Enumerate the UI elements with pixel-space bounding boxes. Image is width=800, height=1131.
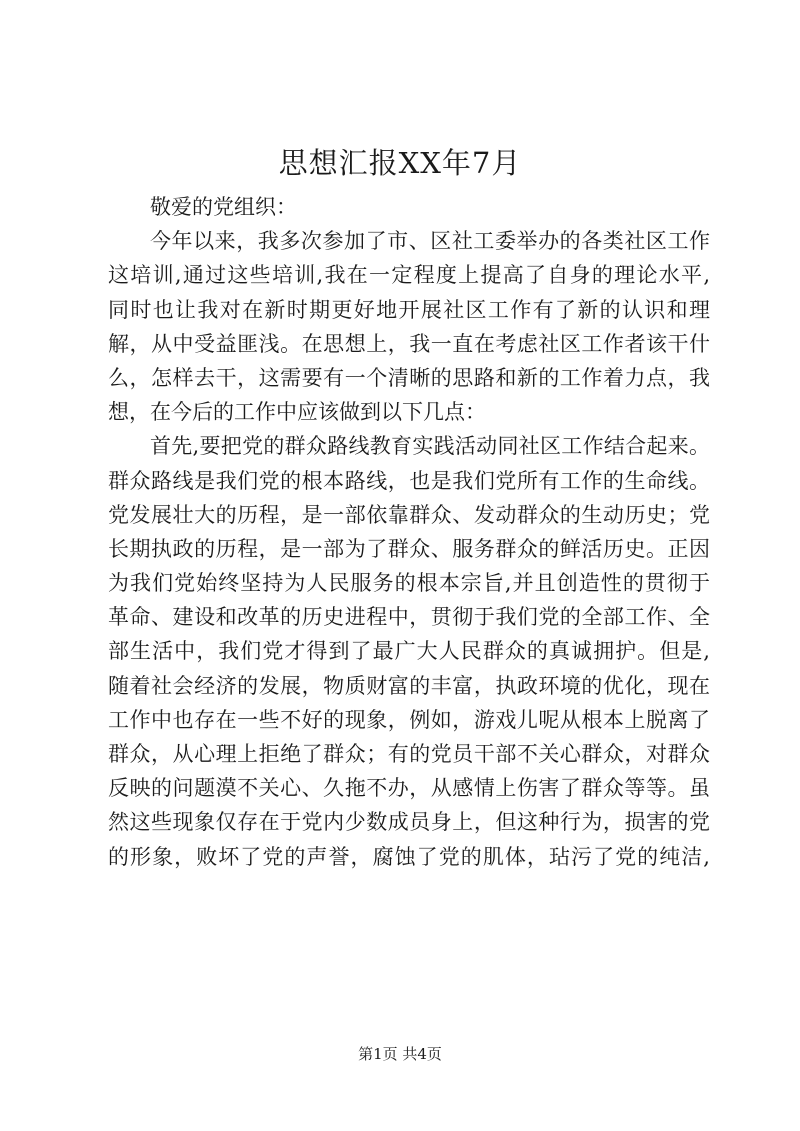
body-line: 今年以来，我多次参加了市、区社工委举办的各类社区工作 xyxy=(150,229,710,254)
body-line: 反映的问题漠不关心、久拖不办，从感情上伤害了群众等等。虽 xyxy=(108,776,710,801)
body-line: 首先,要把党的群众路线教育实践活动同社区工作结合起来。 xyxy=(150,434,710,459)
document-body xyxy=(108,190,710,874)
body-line: 想，在今后的工作中应该做到以下几点： xyxy=(108,400,486,425)
body-line: 革命、建设和改革的历史进程中，贯彻于我们党的全部工作、全 xyxy=(108,605,710,630)
body-line: 群众路线是我们党的根本路线，也是我们党所有工作的生命线。 xyxy=(108,468,710,493)
body-line: 为我们党始终坚持为人民服务的根本宗旨,并且创造性的贯彻于 xyxy=(108,571,710,596)
page-footer: 第1页 共4页 xyxy=(358,1045,442,1063)
body-line: 部生活中，我们党才得到了最广大人民群众的真诚拥护。但是, xyxy=(108,639,710,664)
body-line: 随着社会经济的发展，物质财富的丰富，执政环境的优化，现在 xyxy=(108,673,710,698)
body-line: 工作中也存在一些不好的现象，例如，游戏儿呢从根本上脱离了 xyxy=(108,707,710,732)
body-line: 这培训,通过这些培训,我在一定程度上提高了自身的理论水平, xyxy=(108,263,710,288)
body-line: 党发展壮大的历程，是一部依靠群众、发动群众的生动历史；党 xyxy=(108,502,710,527)
body-line: 然这些现象仅存在于党内少数成员身上，但这种行为，损害的党 xyxy=(108,810,710,835)
body-line: 群众，从心理上拒绝了群众；有的党员干部不关心群众，对群众 xyxy=(108,742,710,766)
body-line: 长期执政的历程，是一部为了群众、服务群众的鲜活历史。正因 xyxy=(108,536,710,561)
document-title: 思想汇报XX年7月 xyxy=(278,146,522,180)
body-line: 解，从中受益匪浅。在思想上，我一直在考虑社区工作者该干什 xyxy=(108,331,710,356)
body-line: 同时也让我对在新时期更好地开展社区工作有了新的认识和理 xyxy=(108,297,710,322)
salutation-line: 敬爱的党组织： xyxy=(150,195,297,219)
body-line: 的形象，败坏了党的声誉，腐蚀了党的肌体，玷污了党的纯洁, xyxy=(108,844,710,869)
body-line: 么，怎样去干，这需要有一个清晰的思路和新的工作着力点，我 xyxy=(108,365,710,390)
